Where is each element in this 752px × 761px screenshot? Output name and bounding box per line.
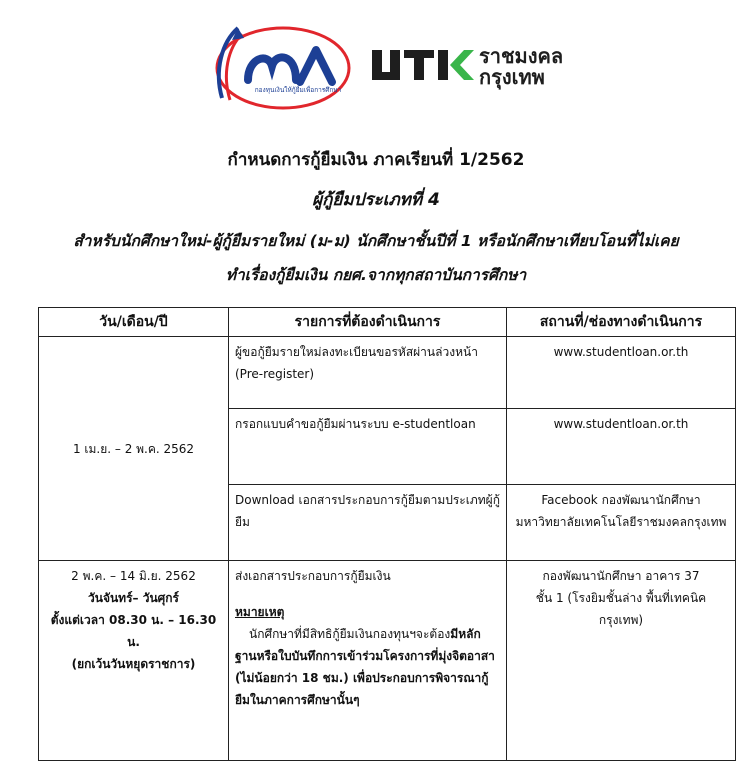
schedule-table [38, 307, 736, 761]
borrower-type-title: ผู้กู้ยืมประเภทที่ 4 [312, 190, 440, 210]
task-cell: ผู้ขอกู้ยืมรายใหม่ลงทะเบียนขอรหัสผ่านล่วงหน้า (Pre-register) [229, 337, 507, 409]
kyosor-logo-mark [248, 57, 296, 80]
table-row [39, 561, 736, 761]
date-cell [39, 561, 229, 761]
holiday-note: (ยกเว้นวันหยุดราชการ) [71, 657, 196, 671]
task-text: ส่งเอกสารประกอบการกู้ยืมเงิน [235, 569, 391, 583]
note-bold: มีหลักฐานหรือใบบันทึกการเข้าร่วมโครงการที่มุ่งจิตอาสา (ไม่น้อยกว่า 18 ชม.) เพื่อประกอบการพิจารณากู้ยืมในภาคการศึกษานั้นๆ [235, 627, 495, 707]
place-line: มหาวิทยาลัยเทคโนโลยีราชมงคลกรุงเทพ [515, 515, 727, 529]
rmutk-logo-t [404, 50, 434, 80]
task-cell [229, 561, 507, 761]
note-title: หมายเหตุ [235, 605, 285, 619]
header-task: รายการที่ต้องดำเนินการ [229, 308, 507, 337]
table-row [39, 337, 736, 409]
time-range: ตั้งแต่เวลา 08.30 น. – 16.30 น. [50, 613, 217, 649]
header-date: วัน/เดือน/ปี [39, 308, 229, 337]
logo-header [0, 0, 752, 120]
place-cell [507, 485, 736, 561]
rmutk-logo-k-arm [450, 50, 474, 80]
note-text [235, 623, 500, 711]
table-header-row [39, 308, 736, 337]
date-range: 2 พ.ค. – 14 มิ.ย. 2562 [71, 569, 196, 583]
kyosor-logo-mark-2 [300, 50, 332, 82]
eligibility-line-1: สำหรับนักศึกษาใหม่-ผู้กู้ยืมรายใหม่ (ม-ม) นักศึกษาชั้นปีที่ 1 หรือนักศึกษาเทียบโอนที่ไม่เคย [73, 232, 679, 250]
rmutk-logo [372, 44, 563, 90]
place-line: กองพัฒนานักศึกษา อาคาร 37 [542, 569, 700, 583]
eligibility-line-2: ทำเรื่องกู้ยืมเงิน กยศ.จากทุกสถาบันการศึกษา [225, 266, 527, 284]
task-cell: กรอกแบบคำขอกู้ยืมผ่านระบบ e-studentloan [229, 409, 507, 485]
rmutk-logo-line1: ราชมงคล [479, 44, 564, 68]
logos-svg [0, 0, 752, 120]
place-line: Facebook กองพัฒนานักศึกษา [541, 493, 701, 507]
place-line: กรุงเทพ) [598, 613, 644, 627]
header-place: สถานที่/ช่องทางดำเนินการ [507, 308, 736, 337]
note-plain: นักศึกษาที่มีสิทธิกู้ยืมเงินกองทุนฯจะต้อง [249, 627, 451, 641]
date-cell: 1 เม.ย. – 2 พ.ค. 2562 [39, 337, 229, 561]
schedule-title: กำหนดการกู้ยืมเงิน ภาคเรียนที่ 1/2562 [227, 150, 525, 170]
weekday-range: วันจันทร์– วันศุกร์ [88, 591, 179, 605]
rmutk-logo-u [372, 50, 400, 80]
place-cell [507, 561, 736, 761]
place-cell: www.studentloan.or.th [507, 337, 736, 409]
rmutk-logo-k-stem [438, 50, 448, 80]
rmutk-logo-line2: กรุงเทพ [479, 65, 545, 89]
place-line: ชั้น 1 (โรงยิมชั้นล่าง พื้นที่เทคนิค [535, 591, 707, 605]
place-cell: www.studentloan.or.th [507, 409, 736, 485]
task-cell: Download เอกสารประกอบการกู้ยืมตามประเภทผู้กู้ยืม [229, 485, 507, 561]
kyosor-logo [217, 28, 349, 108]
kyosor-logo-text: กองทุนเงินให้กู้ยืมเพื่อการศึกษา [254, 87, 342, 94]
